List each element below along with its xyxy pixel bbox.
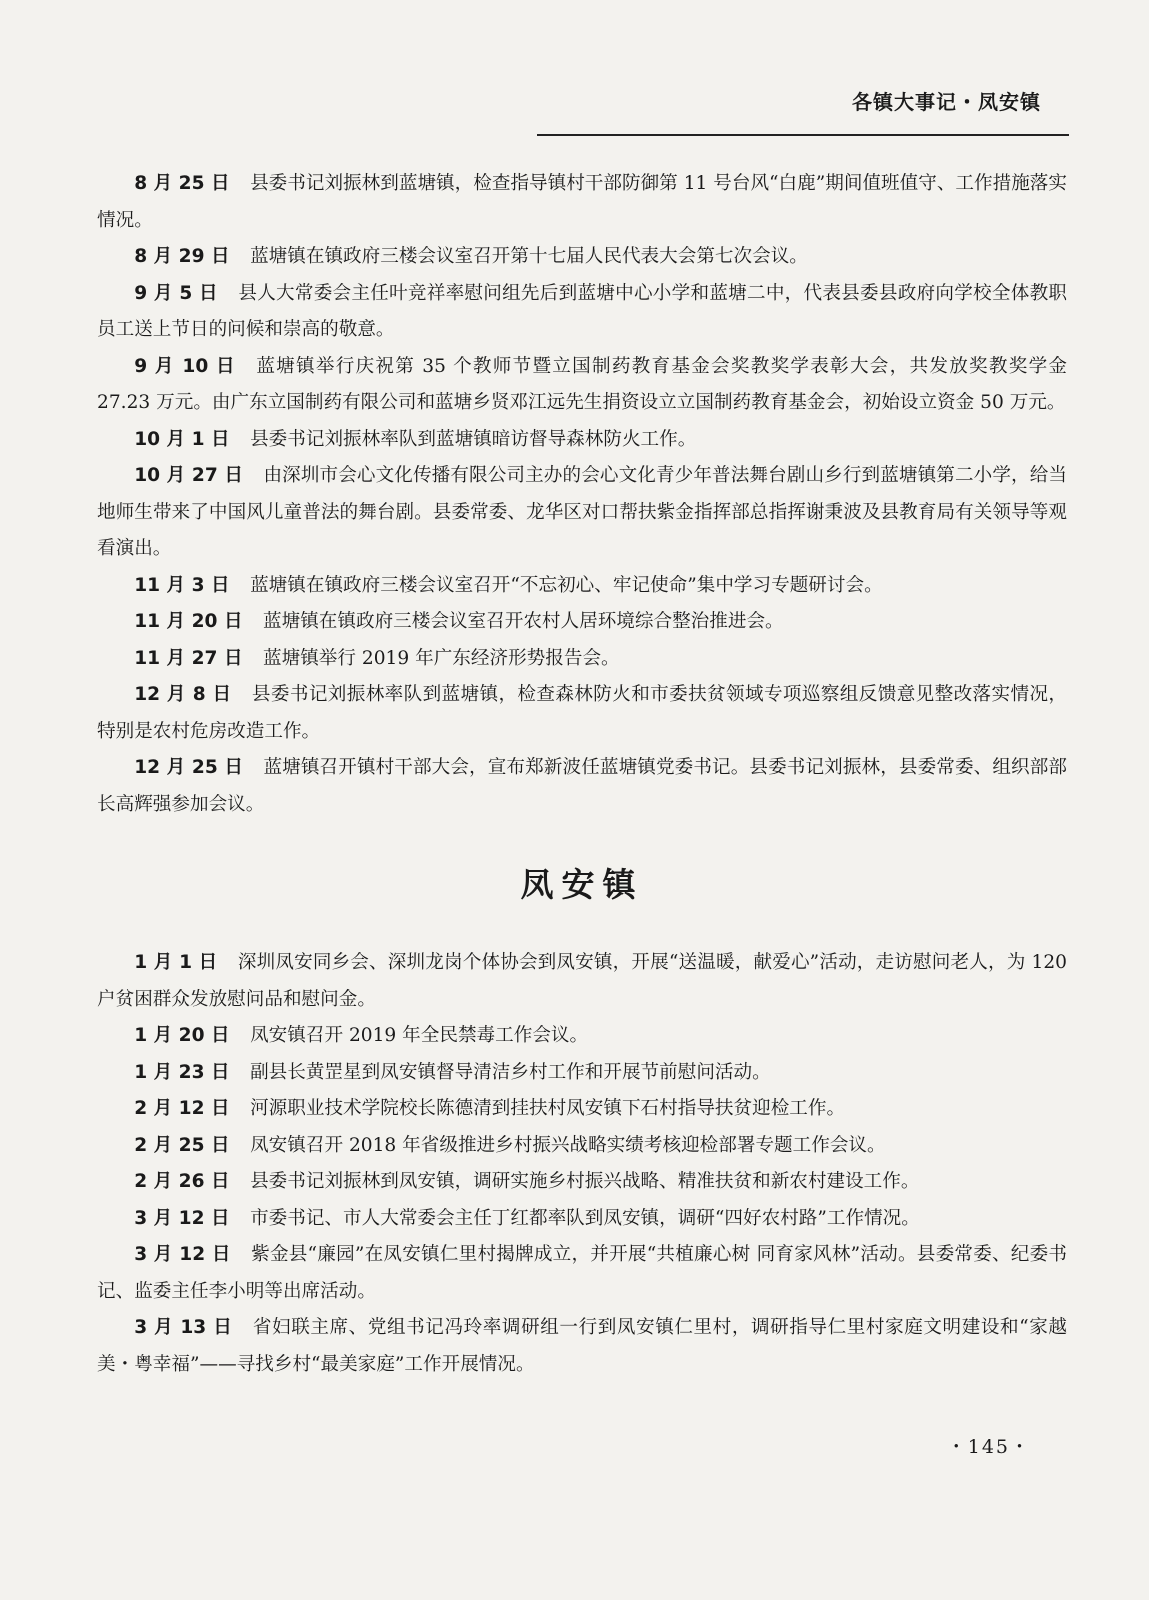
event-date: 9 月 5 日 [134,282,218,304]
event-entry [97,422,1067,459]
event-date: 3 月 13 日 [134,1317,233,1338]
running-header: 各镇大事记・凤安镇 [852,90,1041,114]
section-lantang-events [97,166,1067,823]
event-date: 1 月 23 日 [134,1061,230,1083]
event-text: 市委书记、市人大常委会主任丁红都率队到凤安镇，调研“四好农村路”工作情况。 [250,1207,920,1229]
event-entry [97,945,1067,1018]
event-entry [97,568,1067,605]
event-entry [97,1310,1067,1383]
page-content [97,166,1067,1383]
event-date: 12 月 8 日 [134,684,232,705]
section-title: 凤安镇 [520,865,644,904]
event-text: 河源职业技术学院校长陈德清到挂扶村凤安镇下石村指导扶贫迎检工作。 [250,1098,846,1119]
section-fengan-events [97,945,1067,1383]
header-rule [537,134,1069,136]
event-text: 蓝塘镇举行庆祝第 35 个教师节暨立国制药教育基金会奖教奖学表彰大会，共发放奖教奖学金 27.23 万元。由广东立国制药有限公司和蓝塘乡贤邓江远先生捐资设立立国制药教育基金会，初始设立资金 50 万元。 [97,355,1068,413]
event-text: 由深圳市会心文化传播有限公司主办的会心文化青少年普法舞台剧山乡行到蓝塘镇第二小学，给当地师生带来了中国风儿童普法的舞台剧。县委常委、龙华区对口帮扶紫金指挥部总指挥谢秉波及县教育局有关领导等观看演出。 [97,465,1067,559]
event-date: 1 月 1 日 [134,952,218,973]
event-text: 蓝塘镇召开镇村干部大会，宣布郑新波任蓝塘镇党委书记。县委书记刘振林，县委常委、组织部部长高辉强参加会议。 [97,757,1067,815]
event-entry [97,641,1067,678]
event-text: 省妇联主席、党组书记冯玲率调研组一行到凤安镇仁里村，调研指导仁里村家庭文明建设和“家越美・粤幸福”——寻找乡村“最美家庭”工作开展情况。 [97,1317,1068,1375]
event-date: 10 月 27 日 [134,465,244,486]
event-entry [97,677,1067,750]
event-entry [97,604,1067,641]
page-number: ・145・ [946,1436,1031,1458]
event-date: 10 月 1 日 [134,428,230,450]
event-text: 深圳凤安同乡会、深圳龙岗个体协会到凤安镇，开展“送温暖，献爱心”活动，走访慰问老人，为 120 户贫困群众发放慰问品和慰问金。 [97,952,1068,1010]
event-entry [97,1055,1067,1092]
event-date: 3 月 12 日 [134,1207,230,1229]
event-entry [97,239,1067,276]
event-text: 蓝塘镇在镇政府三楼会议室召开“不忘初心、牢记使命”集中学习专题研讨会。 [250,574,883,596]
event-text: 蓝塘镇在镇政府三楼会议室召开农村人居环境综合整治推进会。 [263,611,784,632]
event-entry [97,1164,1067,1201]
event-date: 9 月 10 日 [134,355,236,377]
event-date: 2 月 12 日 [134,1098,230,1119]
event-entry [97,1237,1067,1310]
event-text: 凤安镇召开 2019 年全民禁毒工作会议。 [250,1025,589,1046]
event-entry [97,750,1067,823]
event-date: 2 月 25 日 [134,1134,230,1156]
event-entry [97,1201,1067,1238]
event-date: 11 月 3 日 [134,574,230,596]
event-date: 1 月 20 日 [134,1025,230,1046]
event-text: 蓝塘镇举行 2019 年广东经济形势报告会。 [263,647,620,669]
event-text: 县委书记刘振林到蓝塘镇，检查指导镇村干部防御第 11 号台风“白鹿”期间值班值守、工作措施落实情况。 [97,173,1067,231]
event-date: 12 月 25 日 [134,757,244,778]
event-text: 县委书记刘振林到凤安镇，调研实施乡村振兴战略、精准扶贫和新农村建设工作。 [250,1171,920,1192]
event-date: 8 月 29 日 [134,246,230,267]
event-text: 紫金县“廉园”在凤安镇仁里村揭牌成立，并开展“共植廉心树 同育家风林”活动。县委常委、纪委书记、监委主任李小明等出席活动。 [97,1244,1068,1302]
event-entry [97,1128,1067,1165]
event-date: 11 月 27 日 [134,647,243,669]
event-text: 县委书记刘振林率队到蓝塘镇暗访督导森林防火工作。 [250,428,697,450]
event-entry [97,166,1067,239]
event-entry [97,349,1067,422]
event-date: 2 月 26 日 [134,1171,230,1192]
event-text: 蓝塘镇在镇政府三楼会议室召开第十七届人民代表大会第七次会议。 [250,246,808,267]
event-text: 副县长黄罡星到凤安镇督导清洁乡村工作和开展节前慰问活动。 [250,1061,771,1083]
event-date: 8 月 25 日 [134,173,230,194]
event-text: 凤安镇召开 2018 年省级推进乡村振兴战略实绩考核迎检部署专题工作会议。 [250,1134,886,1156]
event-text: 县委书记刘振林率队到蓝塘镇，检查森林防火和市委扶贫领域专项巡察组反馈意见整改落实情况，特别是农村危房改造工作。 [97,684,1067,742]
event-date: 11 月 20 日 [134,611,243,632]
event-entry [97,276,1067,349]
event-date: 3 月 12 日 [134,1244,231,1265]
event-entry [97,1018,1067,1055]
event-entry [97,1091,1067,1128]
event-text: 县人大常委会主任叶竞祥率慰问组先后到蓝塘中心小学和蓝塘二中，代表县委县政府向学校全体教职员工送上节日的问候和崇高的敬意。 [97,282,1067,340]
event-entry [97,458,1067,568]
